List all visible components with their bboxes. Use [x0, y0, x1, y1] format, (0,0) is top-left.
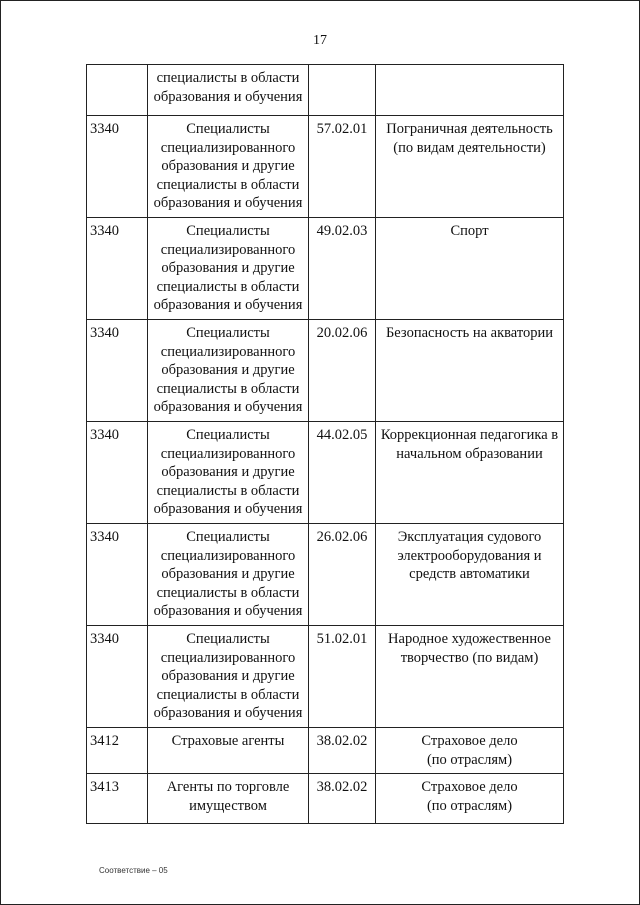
occupation-title-line: специализированного [160, 547, 296, 564]
occupation-title-line: образования и обучения [153, 88, 303, 105]
occupation-title-cell [148, 218, 309, 320]
occupation-title-line: специалисты в области [156, 482, 300, 499]
specialty-name-line: Безопасность на акватории [385, 325, 554, 341]
occupation-title-line: специализированного [160, 343, 296, 360]
specialty-name-cell [376, 218, 564, 320]
occupation-code-cell [87, 774, 148, 824]
specialty-code: 57.02.01 [316, 121, 368, 137]
specialty-code-cell [309, 218, 376, 320]
occupation-title-line: образования и другие [161, 362, 295, 378]
specialty-name-cell [376, 524, 564, 626]
specialty-code-cell [309, 422, 376, 524]
professions-table [86, 64, 564, 824]
specialty-code: 38.02.02 [316, 733, 368, 749]
occupation-title-line: специализированного [160, 241, 296, 258]
occupation-title-line: специалисты в области [156, 278, 300, 295]
specialty-name-line: Пограничная деятельность [386, 121, 553, 137]
occupation-title-cell [148, 320, 309, 422]
specialty-name-line: (по отраслям) [426, 797, 513, 814]
table-row [87, 116, 564, 218]
footer-note: Соответствие – 05 [99, 866, 168, 875]
occupation-title-line: Специалисты [186, 223, 270, 239]
occupation-title-cell [148, 116, 309, 218]
specialty-code-cell [309, 728, 376, 774]
occupation-code-cell [87, 65, 148, 116]
specialty-name-line: Спорт [450, 223, 489, 239]
specialty-code: 38.02.02 [316, 779, 368, 795]
specialty-name-cell [376, 774, 564, 824]
occupation-title-line: образования и обучения [153, 195, 303, 211]
table-row [87, 774, 564, 824]
specialty-name-line: Эксплуатация судового [397, 529, 542, 545]
specialty-code-cell [309, 524, 376, 626]
occupation-code: 3340 [90, 121, 119, 137]
occupation-title-line: специализированного [160, 139, 296, 156]
occupation-title-line: образования и другие [161, 158, 295, 174]
specialty-name-line: электрооборудования и [397, 547, 542, 564]
specialty-code: 20.02.06 [316, 325, 368, 341]
specialty-name-line: Коррекционная педагогика в [380, 427, 559, 443]
specialty-code: 51.02.01 [316, 631, 368, 647]
specialty-name-line: творчество (по видам) [400, 649, 539, 666]
specialty-name-cell [376, 626, 564, 728]
occupation-title-line: специалисты в области [156, 70, 300, 86]
occupation-title-line: образования и другие [161, 464, 295, 480]
occupation-title-line: специалисты в области [156, 380, 300, 397]
occupation-title-cell [148, 524, 309, 626]
table-row [87, 728, 564, 774]
occupation-title-line: образования и обучения [153, 297, 303, 313]
specialty-name-cell [376, 728, 564, 774]
table-row [87, 218, 564, 320]
occupation-code: 3340 [90, 223, 119, 239]
occupation-code-cell [87, 116, 148, 218]
specialty-name-line: (по видам деятельности) [393, 139, 546, 156]
specialty-code: 49.02.03 [316, 223, 368, 239]
specialty-code: 26.02.06 [316, 529, 368, 545]
occupation-title-line: образования и обучения [153, 501, 303, 517]
occupation-title-line: Специалисты [186, 529, 270, 545]
specialty-name-line: Народное художественное [388, 631, 551, 647]
occupation-title-cell [148, 774, 309, 824]
specialty-code-cell [309, 320, 376, 422]
occupation-code-cell [87, 320, 148, 422]
specialty-name-line: начальном образовании [396, 445, 543, 462]
occupation-title-line: Страховые агенты [171, 733, 285, 749]
occupation-code: 3412 [90, 733, 119, 749]
table-row [87, 422, 564, 524]
specialty-name-cell [376, 65, 564, 116]
occupation-title-line: специализированного [160, 649, 296, 666]
occupation-code-cell [87, 524, 148, 626]
occupation-title-line: специалисты в области [156, 176, 300, 193]
occupation-code: 3340 [90, 529, 119, 545]
occupation-title-line: специалисты в области [156, 686, 300, 703]
occupation-title-line: образования и другие [161, 668, 295, 684]
table-row [87, 524, 564, 626]
occupation-title-line: образования и обучения [153, 603, 303, 619]
specialty-name-cell [376, 116, 564, 218]
occupation-code: 3413 [90, 779, 119, 795]
occupation-code: 3340 [90, 325, 119, 341]
occupation-code-cell [87, 626, 148, 728]
occupation-title-cell [148, 728, 309, 774]
occupation-code: 3340 [90, 631, 119, 647]
table-row [87, 626, 564, 728]
specialty-name-line: средств автоматики [409, 566, 530, 582]
specialty-code-cell [309, 626, 376, 728]
occupation-title-line: имуществом [189, 797, 267, 814]
occupation-code-cell [87, 218, 148, 320]
occupation-title-line: Специалисты [186, 631, 270, 647]
occupation-title-line: специализированного [160, 445, 296, 462]
specialty-name-cell [376, 320, 564, 422]
occupation-code-cell [87, 422, 148, 524]
occupation-title-line: образования и другие [161, 566, 295, 582]
occupation-title-cell [148, 626, 309, 728]
occupation-title-line: Специалисты [186, 325, 270, 341]
page-number: 17 [313, 33, 327, 48]
occupation-title-cell [148, 422, 309, 524]
occupation-title-line: специалисты в области [156, 584, 300, 601]
occupation-title-line: Специалисты [186, 427, 270, 443]
table-body [87, 65, 564, 824]
occupation-title-line: образования и обучения [153, 705, 303, 721]
specialty-code-cell [309, 774, 376, 824]
specialty-name-line: Страховое дело [421, 779, 518, 795]
occupation-title-line: образования и обучения [153, 399, 303, 415]
occupation-title-line: Агенты по торговле [166, 779, 290, 795]
specialty-name-line: (по отраслям) [426, 751, 513, 768]
specialty-code-cell [309, 65, 376, 116]
occupation-title-line: Специалисты [186, 121, 270, 137]
table-row [87, 65, 564, 116]
table-row [87, 320, 564, 422]
specialty-name-cell [376, 422, 564, 524]
specialty-code: 44.02.05 [316, 427, 368, 443]
specialty-code-cell [309, 116, 376, 218]
occupation-title-cell [148, 65, 309, 116]
occupation-code: 3340 [90, 427, 119, 443]
occupation-code-cell [87, 728, 148, 774]
specialty-name-line: Страховое дело [421, 733, 518, 749]
occupation-title-line: образования и другие [161, 260, 295, 276]
